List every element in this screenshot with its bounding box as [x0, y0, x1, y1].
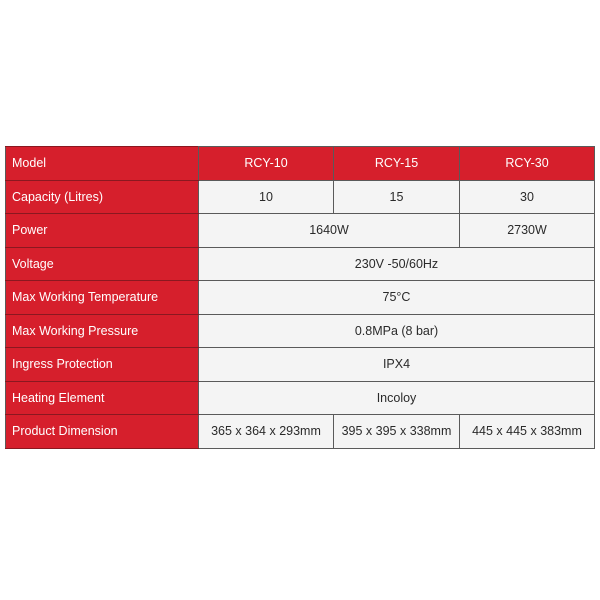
model-header-rcy-10: RCY-10 [199, 147, 334, 181]
max-pressure-label: Max Working Pressure [6, 314, 199, 348]
dimension-rcy-30: 445 x 445 x 383mm [460, 415, 595, 449]
dimension-rcy-10: 365 x 364 x 293mm [199, 415, 334, 449]
dimension-rcy-15: 395 x 395 x 338mm [334, 415, 460, 449]
capacity-label: Capacity (Litres) [6, 180, 199, 214]
spec-table [5, 146, 595, 449]
ingress-protection-value: IPX4 [199, 348, 595, 382]
heating-element-label: Heating Element [6, 381, 199, 415]
model-header-rcy-15: RCY-15 [334, 147, 460, 181]
voltage-value: 230V -50/60Hz [199, 247, 595, 281]
power-rcy-10-15: 1640W [199, 214, 460, 248]
max-pressure-value: 0.8MPa (8 bar) [199, 314, 595, 348]
model-header-rcy-30: RCY-30 [460, 147, 595, 181]
ingress-protection-row [6, 348, 595, 382]
product-dimension-row [6, 415, 595, 449]
product-dimension-label: Product Dimension [6, 415, 199, 449]
max-temperature-row [6, 281, 595, 315]
max-temperature-value: 75°C [199, 281, 595, 315]
max-pressure-row [6, 314, 595, 348]
capacity-rcy-15: 15 [334, 180, 460, 214]
power-label: Power [6, 214, 199, 248]
power-row [6, 214, 595, 248]
capacity-row [6, 180, 595, 214]
power-rcy-30: 2730W [460, 214, 595, 248]
heating-element-value: Incoloy [199, 381, 595, 415]
header-row [6, 147, 595, 181]
capacity-rcy-10: 10 [199, 180, 334, 214]
heating-element-row [6, 381, 595, 415]
voltage-row [6, 247, 595, 281]
voltage-label: Voltage [6, 247, 199, 281]
capacity-rcy-30: 30 [460, 180, 595, 214]
ingress-protection-label: Ingress Protection [6, 348, 199, 382]
max-temperature-label: Max Working Temperature [6, 281, 199, 315]
header-label: Model [6, 147, 199, 181]
